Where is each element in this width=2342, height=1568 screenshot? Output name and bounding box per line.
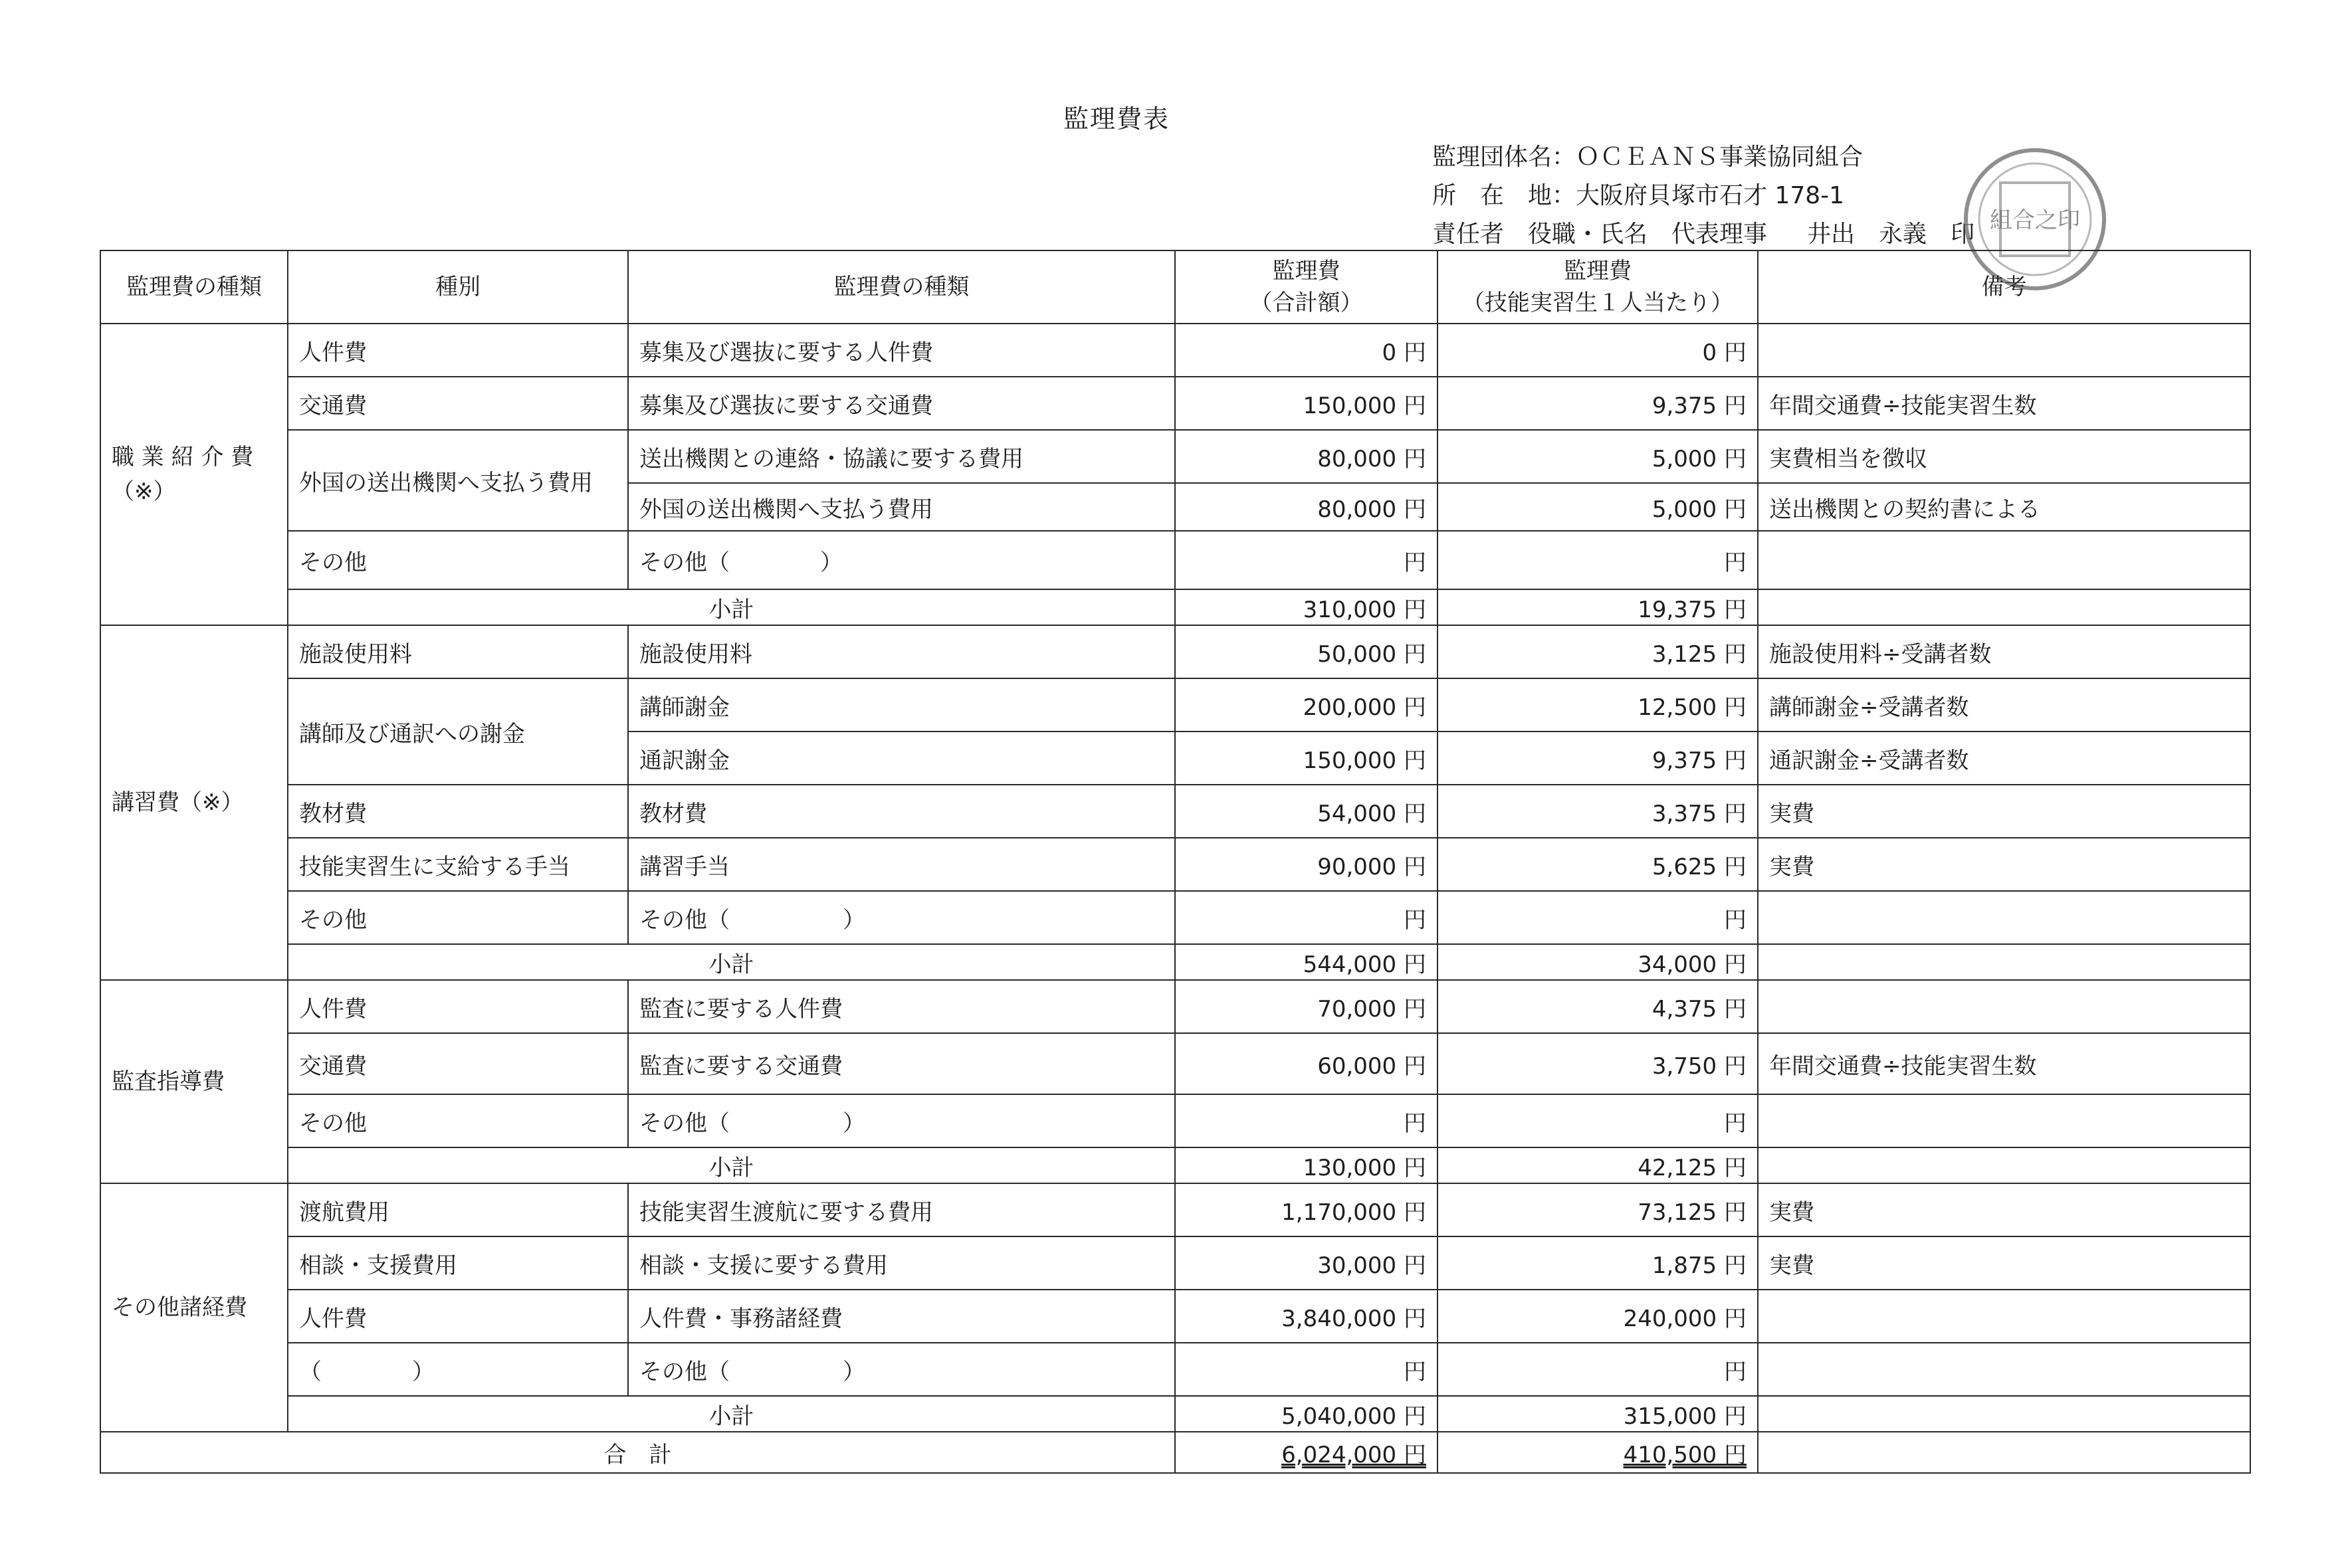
remarks-cell: 講師謝金÷受講者数 (1758, 678, 2250, 732)
seal-mark: 印 (1951, 221, 1975, 248)
svg-text:組合之印: 組合之印 (1990, 207, 2080, 234)
fee-table (100, 250, 2251, 1474)
subtotal-total: 310,000 円 (1175, 589, 1437, 625)
type-cell: 交通費 (288, 1033, 628, 1094)
category-cell: 職 業 紹 介 費 （※） (100, 324, 288, 625)
remarks-cell (1758, 1396, 2250, 1432)
total-cell: 3,840,000 円 (1175, 1290, 1437, 1343)
total-cell: 50,000 円 (1175, 625, 1437, 678)
org-name-line: 監理団体名：ＯＣＥＡＮＳ事業協同組合 (1432, 144, 1863, 171)
table-row (100, 678, 2250, 732)
remarks-cell (1758, 1432, 2250, 1473)
remarks-cell: 施設使用料÷受講者数 (1758, 625, 2250, 678)
total-cell: 円 (1175, 891, 1437, 944)
type-cell: その他 (288, 531, 628, 589)
remarks-cell: 実費 (1758, 1236, 2250, 1290)
table-row (100, 430, 2250, 483)
kind-cell: その他（ ） (628, 1094, 1175, 1147)
total-cell: 円 (1175, 531, 1437, 589)
kind-cell: 外国の送出機関へ支払う費用 (628, 483, 1175, 531)
per-cell: 12,500 円 (1437, 678, 1758, 732)
total-cell: 150,000 円 (1175, 732, 1437, 785)
table-row (100, 980, 2250, 1033)
kind-cell: 監査に要する人件費 (628, 980, 1175, 1033)
total-cell: 200,000 円 (1175, 678, 1437, 732)
position: 代表理事 (1671, 221, 1768, 248)
kind-cell: 募集及び選抜に要する人件費 (628, 324, 1175, 377)
type-cell: 交通費 (288, 377, 628, 430)
remarks-cell: 実費 (1758, 785, 2250, 838)
subtotal-row (100, 1396, 2250, 1432)
type-cell: 人件費 (288, 980, 628, 1033)
kind-cell: 講師謝金 (628, 678, 1175, 732)
subtotal-per: 42,125 円 (1437, 1147, 1758, 1183)
per-cell: 9,375 円 (1437, 732, 1758, 785)
per-cell: 9,375 円 (1437, 377, 1758, 430)
table-row (100, 891, 2250, 944)
table-row (100, 785, 2250, 838)
category-cell: 監査指導費 (100, 980, 288, 1183)
total-cell: 円 (1175, 1343, 1437, 1396)
per-cell: 240,000 円 (1437, 1290, 1758, 1343)
remarks-cell (1758, 324, 2250, 377)
subtotal-per: 315,000 円 (1437, 1396, 1758, 1432)
table-row (100, 1033, 2250, 1094)
header-category: 監理費の種類 (100, 250, 288, 324)
category-cell: その他諸経費 (100, 1183, 288, 1432)
total-cell: 1,170,000 円 (1175, 1183, 1437, 1236)
grand-total-label: 合 計 (100, 1432, 1175, 1473)
table-row (100, 324, 2250, 377)
per-cell: 円 (1437, 1094, 1758, 1147)
subtotal-label: 小計 (288, 589, 1175, 625)
table-row (100, 1183, 2250, 1236)
per-cell: 1,875 円 (1437, 1236, 1758, 1290)
table-row (100, 1290, 2250, 1343)
remarks-cell: 実費 (1758, 838, 2250, 891)
type-cell: 施設使用料 (288, 625, 628, 678)
remarks-cell (1758, 589, 2250, 625)
total-cell: 80,000 円 (1175, 483, 1437, 531)
kind-cell: 教材費 (628, 785, 1175, 838)
grand-total-row (100, 1432, 2250, 1473)
remarks-cell: 実費相当を徴収 (1758, 430, 2250, 483)
table-row (100, 838, 2250, 891)
per-cell: 5,000 円 (1437, 483, 1758, 531)
header-per-trainee: 監理費 （技能実習生１人当たり） (1437, 250, 1758, 324)
table-row (100, 1343, 2250, 1396)
table-row (100, 625, 2250, 678)
per-cell: 5,625 円 (1437, 838, 1758, 891)
remarks-cell: 年間交通費÷技能実習生数 (1758, 377, 2250, 430)
header-total: 監理費 （合計額） (1175, 250, 1437, 324)
total-cell: 円 (1175, 1094, 1437, 1147)
grand-total-per-trainee: 410,500 円 (1437, 1432, 1758, 1473)
subtotal-label: 小計 (288, 1147, 1175, 1183)
document-title: 監理費表 (1063, 104, 1170, 134)
category-cell: 講習費（※） (100, 625, 288, 980)
subtotal-label: 小計 (288, 1396, 1175, 1432)
subtotal-row (100, 944, 2250, 980)
remarks-cell (1758, 1290, 2250, 1343)
header-row (100, 250, 2250, 324)
table-row (100, 1236, 2250, 1290)
subtotal-total: 5,040,000 円 (1175, 1396, 1437, 1432)
subtotal-row (100, 589, 2250, 625)
representative-name: 井出 永義 (1807, 221, 1927, 248)
kind-cell: 通訳謝金 (628, 732, 1175, 785)
type-cell: その他 (288, 1094, 628, 1147)
subtotal-label: 小計 (288, 944, 1175, 980)
total-cell: 30,000 円 (1175, 1236, 1437, 1290)
table-row (100, 531, 2250, 589)
type-cell: その他 (288, 891, 628, 944)
kind-cell: 人件費・事務諸経費 (628, 1290, 1175, 1343)
total-cell: 70,000 円 (1175, 980, 1437, 1033)
per-cell: 3,375 円 (1437, 785, 1758, 838)
kind-cell: 募集及び選抜に要する交通費 (628, 377, 1175, 430)
total-cell: 0 円 (1175, 324, 1437, 377)
remarks-cell (1758, 1094, 2250, 1147)
subtotal-total: 544,000 円 (1175, 944, 1437, 980)
total-cell: 54,000 円 (1175, 785, 1437, 838)
remarks-cell: 年間交通費÷技能実習生数 (1758, 1033, 2250, 1094)
remarks-cell (1758, 891, 2250, 944)
kind-cell: 送出機関との連絡・協議に要する費用 (628, 430, 1175, 483)
per-cell: 73,125 円 (1437, 1183, 1758, 1236)
header-fee-kind: 監理費の種類 (628, 250, 1175, 324)
kind-cell: その他（ ） (628, 1343, 1175, 1396)
type-cell: 人件費 (288, 1290, 628, 1343)
remarks-cell: 実費 (1758, 1183, 2250, 1236)
type-cell: （ ） (288, 1343, 628, 1396)
subtotal-total: 130,000 円 (1175, 1147, 1437, 1183)
kind-cell: 技能実習生渡航に要する費用 (628, 1183, 1175, 1236)
remarks-cell (1758, 1147, 2250, 1183)
responsible-line (1432, 215, 1974, 249)
header-remarks: 備考 (1758, 250, 2250, 324)
remarks-cell: 通訳謝金÷受講者数 (1758, 732, 2250, 785)
responsible-label: 責任者 (1432, 221, 1505, 248)
per-cell: 3,750 円 (1437, 1033, 1758, 1094)
total-cell: 150,000 円 (1175, 377, 1437, 430)
total-cell: 60,000 円 (1175, 1033, 1437, 1094)
address-line: 所 在 地：大阪府貝塚市石才 178-1 (1432, 182, 1845, 209)
position-label: 役職・氏名 (1528, 221, 1648, 248)
remarks-cell: 送出機関との契約書による (1758, 483, 2250, 531)
kind-cell: 施設使用料 (628, 625, 1175, 678)
table-row (100, 1094, 2250, 1147)
kind-cell: 監査に要する交通費 (628, 1033, 1175, 1094)
header-type: 種別 (288, 250, 628, 324)
kind-cell: 相談・支援に要する費用 (628, 1236, 1175, 1290)
remarks-cell (1758, 944, 2250, 980)
type-cell: 教材費 (288, 785, 628, 838)
type-cell: 人件費 (288, 324, 628, 377)
grand-total-amount: 6,024,000 円 (1175, 1432, 1437, 1473)
per-cell: 円 (1437, 891, 1758, 944)
type-cell: 渡航費用 (288, 1183, 628, 1236)
remarks-cell (1758, 1343, 2250, 1396)
type-cell: 相談・支援費用 (288, 1236, 628, 1290)
subtotal-row (100, 1147, 2250, 1183)
table-row (100, 377, 2250, 430)
total-cell: 90,000 円 (1175, 838, 1437, 891)
per-cell: 5,000 円 (1437, 430, 1758, 483)
per-cell: 0 円 (1437, 324, 1758, 377)
total-cell: 80,000 円 (1175, 430, 1437, 483)
type-cell: 外国の送出機関へ支払う費用 (288, 430, 628, 531)
subtotal-per: 19,375 円 (1437, 589, 1758, 625)
per-cell: 円 (1437, 1343, 1758, 1396)
type-cell: 技能実習生に支給する手当 (288, 838, 628, 891)
remarks-cell (1758, 531, 2250, 589)
type-cell: 講師及び通訳への謝金 (288, 678, 628, 785)
kind-cell: その他（ ） (628, 531, 1175, 589)
per-cell: 4,375 円 (1437, 980, 1758, 1033)
per-cell: 円 (1437, 531, 1758, 589)
per-cell: 3,125 円 (1437, 625, 1758, 678)
subtotal-per: 34,000 円 (1437, 944, 1758, 980)
kind-cell: 講習手当 (628, 838, 1175, 891)
kind-cell: その他（ ） (628, 891, 1175, 944)
remarks-cell (1758, 980, 2250, 1033)
